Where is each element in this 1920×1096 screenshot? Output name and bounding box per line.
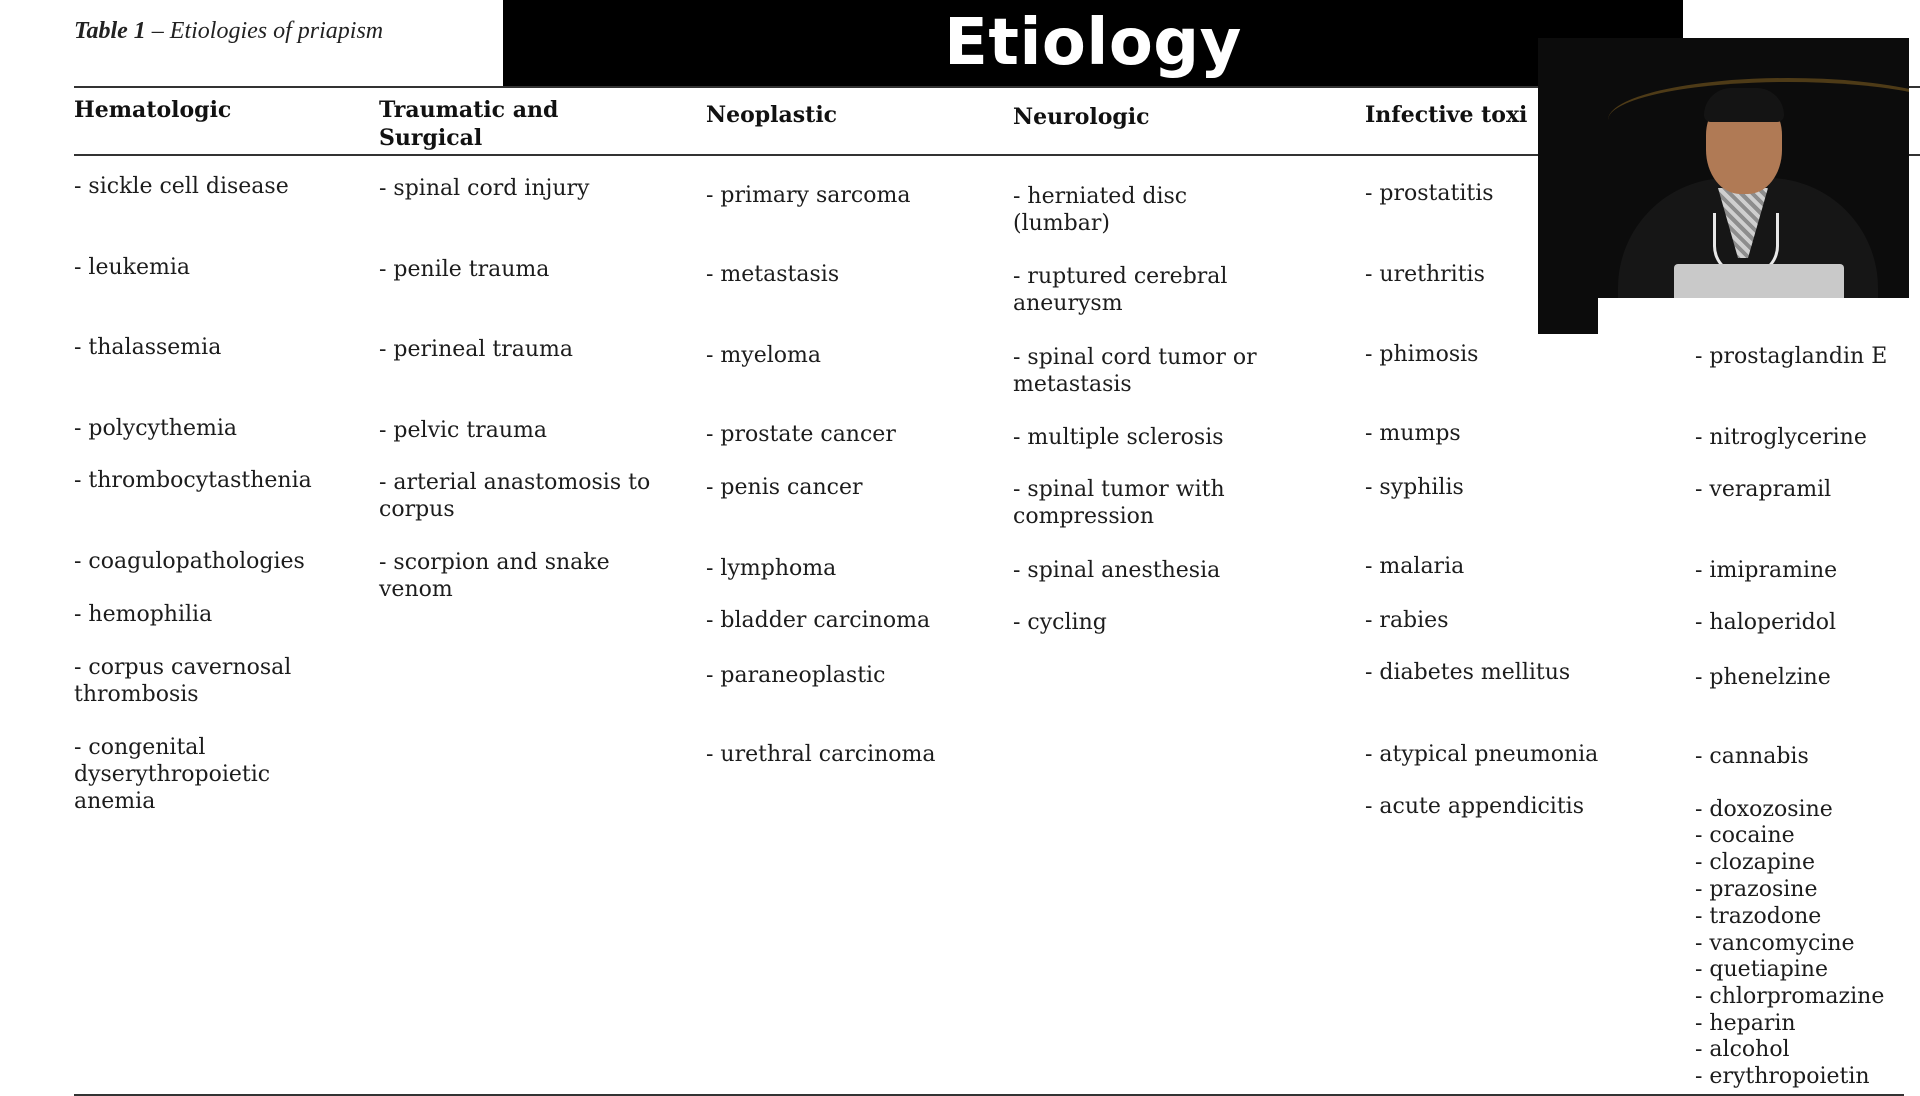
drug-item: - trazodone [1695, 904, 1822, 929]
neurologic-item: - cycling [1013, 610, 1107, 635]
neurologic-item: - herniated disc (lumbar) [1013, 184, 1188, 236]
hematologic-item: - sickle cell disease [74, 174, 289, 199]
drug-item: - alcohol [1695, 1037, 1790, 1062]
neurologic-item: - spinal cord tumor or metastasis [1013, 345, 1257, 397]
hematologic-item: - thalassemia [74, 335, 222, 360]
column-header-traumatic: Traumatic and Surgical [379, 97, 559, 151]
drug-item: - prostaglandin E [1695, 344, 1888, 369]
hematologic-item: - hemophilia [74, 602, 213, 627]
drug-item: - quetiapine [1695, 957, 1828, 982]
infective-item: - phimosis [1365, 342, 1479, 367]
neurologic-item: - multiple sclerosis [1013, 425, 1224, 450]
traumatic-item: - spinal cord injury [379, 176, 590, 201]
infective-item: - urethritis [1365, 262, 1485, 287]
neoplastic-item: - bladder carcinoma [706, 608, 931, 633]
table-caption-text: – Etiologies of priapism [145, 18, 384, 44]
title-banner [503, 0, 1683, 86]
neoplastic-item: - paraneoplastic [706, 663, 886, 688]
neoplastic-item: - metastasis [706, 262, 840, 287]
traumatic-item: - penile trauma [379, 257, 550, 282]
column-header-neoplastic: Neoplastic [706, 102, 838, 128]
speaker-video [1538, 38, 1909, 334]
traumatic-item: - pelvic trauma [379, 418, 547, 443]
drug-item: - cocaine [1695, 823, 1795, 848]
drug-item: - cannabis [1695, 744, 1809, 769]
infective-item: - rabies [1365, 608, 1449, 633]
drug-item: - heparin [1695, 1011, 1796, 1036]
column-header-hematologic: Hematologic [74, 97, 232, 123]
hematologic-item: - polycythemia [74, 416, 238, 441]
hematologic-item: - coagulopathologies [74, 549, 305, 574]
drug-item: - nitroglycerine [1695, 425, 1867, 450]
hematologic-item: - congenital dyserythropoietic anemia [74, 735, 271, 814]
infective-item: - prostatitis [1365, 181, 1494, 206]
neoplastic-item: - myeloma [706, 343, 821, 368]
drug-item: - prazosine [1695, 877, 1818, 902]
slide-title: Etiology [944, 6, 1242, 80]
drug-item: - erythropoietin [1695, 1064, 1870, 1089]
drug-item: - imipramine [1695, 558, 1838, 583]
column-header-infective: Infective toxi [1365, 102, 1528, 128]
infective-item: - mumps [1365, 421, 1461, 446]
table-caption [74, 18, 383, 45]
infective-item: - malaria [1365, 554, 1465, 579]
speaker-hair [1704, 88, 1784, 122]
drug-item: - haloperidol [1695, 610, 1837, 635]
drug-item: - chlorpromazine [1695, 984, 1885, 1009]
neoplastic-item: - prostate cancer [706, 422, 896, 447]
neurologic-item: - ruptured cerebral aneurysm [1013, 264, 1228, 316]
neoplastic-item: - primary sarcoma [706, 183, 911, 208]
drug-item: - vancomycine [1695, 931, 1855, 956]
laptop [1674, 264, 1844, 302]
infective-item: - atypical pneumonia [1365, 742, 1599, 767]
drug-item: - phenelzine [1695, 665, 1831, 690]
neoplastic-item: - penis cancer [706, 475, 863, 500]
drug-item: - clozapine [1695, 850, 1816, 875]
hematologic-item: - corpus cavernosal thrombosis [74, 655, 292, 707]
drug-item: - verapramil [1695, 477, 1832, 502]
column-header-neurologic: Neurologic [1013, 104, 1150, 130]
neoplastic-item: - lymphoma [706, 556, 837, 581]
drug-item: - doxozosine [1695, 797, 1833, 822]
table-number: Table 1 [74, 18, 146, 44]
traumatic-item: - scorpion and snake venom [379, 550, 610, 602]
neurologic-item: - spinal tumor with compression [1013, 477, 1225, 529]
neurologic-item: - spinal anesthesia [1013, 558, 1221, 583]
hematologic-item: - thrombocytasthenia [74, 468, 312, 493]
traumatic-item: - perineal trauma [379, 337, 574, 362]
infective-item: - acute appendicitis [1365, 794, 1585, 819]
hematologic-item: - leukemia [74, 255, 191, 280]
neoplastic-item: - urethral carcinoma [706, 742, 936, 767]
traumatic-item: - arterial anastomosis to corpus [379, 470, 651, 522]
infective-item: - diabetes mellitus [1365, 660, 1571, 685]
infective-item: - syphilis [1365, 475, 1464, 500]
podium [1598, 298, 1909, 334]
